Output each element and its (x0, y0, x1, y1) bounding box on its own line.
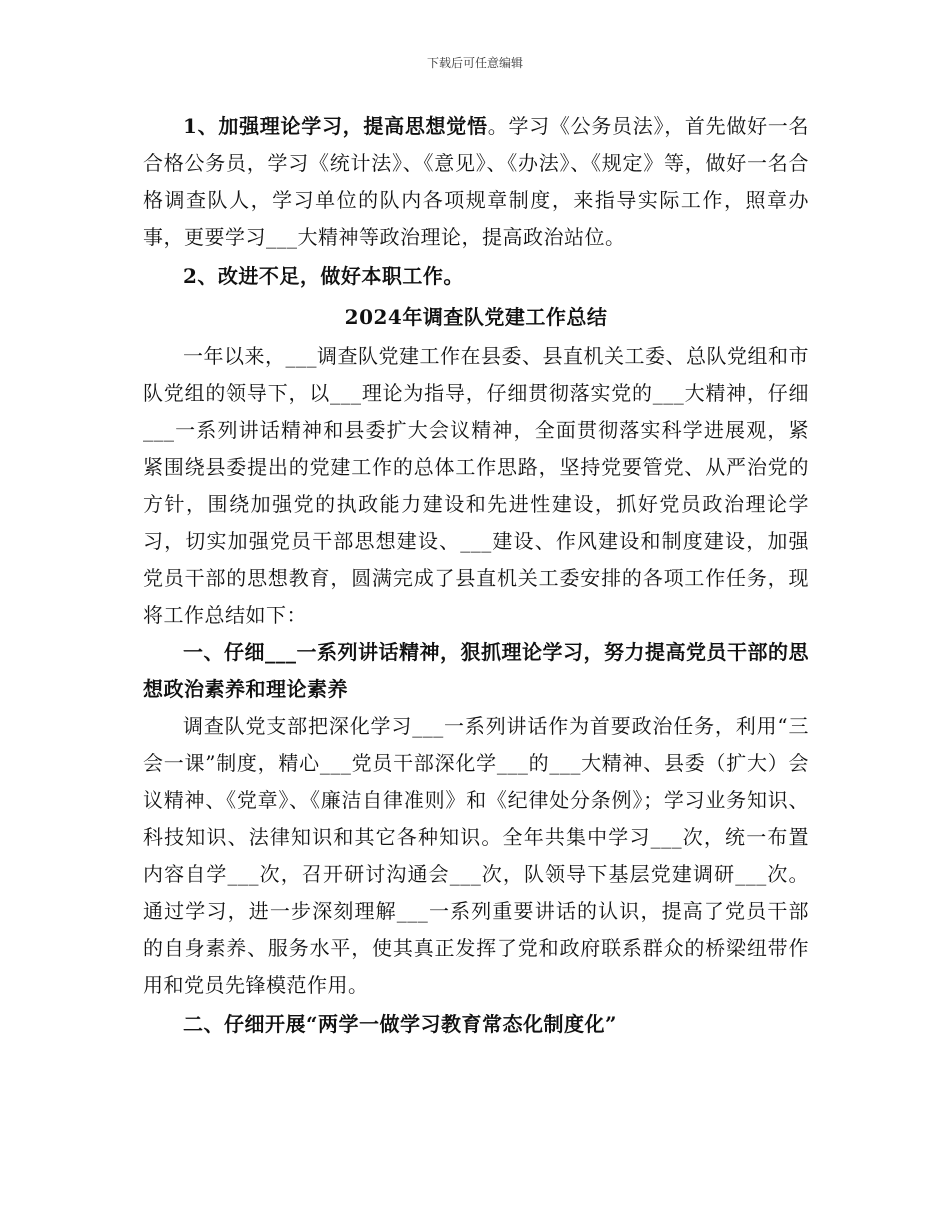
page-header: 下载后可任意编辑 (426, 56, 523, 70)
paragraph-text: 。学习《公务员法》，首先做好一名合格公务员，学习《统计法》、《意见》、《办法》、《规定》等，做好一名合格调查队人，学习单位的队内各项规章制度，来指导实际工作，照章办事，更要学习___大精神等政治理论，提高政治站位。 (143, 114, 810, 249)
paragraph-lead: 1、加强理论学习，提高思想觉悟 (183, 114, 488, 138)
paragraph-intro: 一年以来，___调查队党建工作在县委、县直机关工委、总队党组和市队党组的领导下，以___理论为指导，仔细贯彻落实党的___大精神，仔细___一系列讲话精神和县委扩大会议精神，全面贯彻落实科学进展观，紧紧围绕县委提出的党建工作的总体工作思路，坚持党要管党、从严治党的方针，围绕加强党的执政能力建设和先进性建设，抓好党员政治理论学习，切实加强党员干部思想建设、___建设、作风建设和制度建设，加强党员干部的思想教育，圆满完成了县直机关工委安排的各项工作任务，现将工作总结如下： (143, 344, 809, 627)
paragraph-improve: 2、改进不足，做好本职工作。 (183, 264, 464, 288)
paragraph-section-1: 调查队党支部把深化学习___一系列讲话作为首要政治任务，利用“三会一课”制度，精心___党员干部深化学___的___大精神、县委（扩大）会议精神、《党章》、《廉洁自律准则》和《纪律处分条例》；学习业务知识、科技知识、法律知识和其它各种知识。全年共集中学习___次，统一布置内容自学___次，召开研讨沟通会___次，队领导下基层党建调研___次。通过学习，进一步深刻理解___一系列重要讲话的认识，提高了党员干部的自身素养、服务水平，使其真正发挥了党和政府联系群众的桥梁纽带作用和党员先锋模范作用。 (143, 714, 809, 997)
paragraph-study-theory (143, 108, 809, 256)
section-heading-1: 一、仔细___一系列讲话精神，狠抓理论学习，努力提高党员干部的思想政治素养和理论素养 (143, 640, 809, 701)
document-title: 2024年调查队党建工作总结 (344, 305, 608, 329)
section-heading-2: 二、仔细开展“两学一做学习教育常态化制度化” (183, 1012, 618, 1036)
document-body (143, 108, 809, 1043)
